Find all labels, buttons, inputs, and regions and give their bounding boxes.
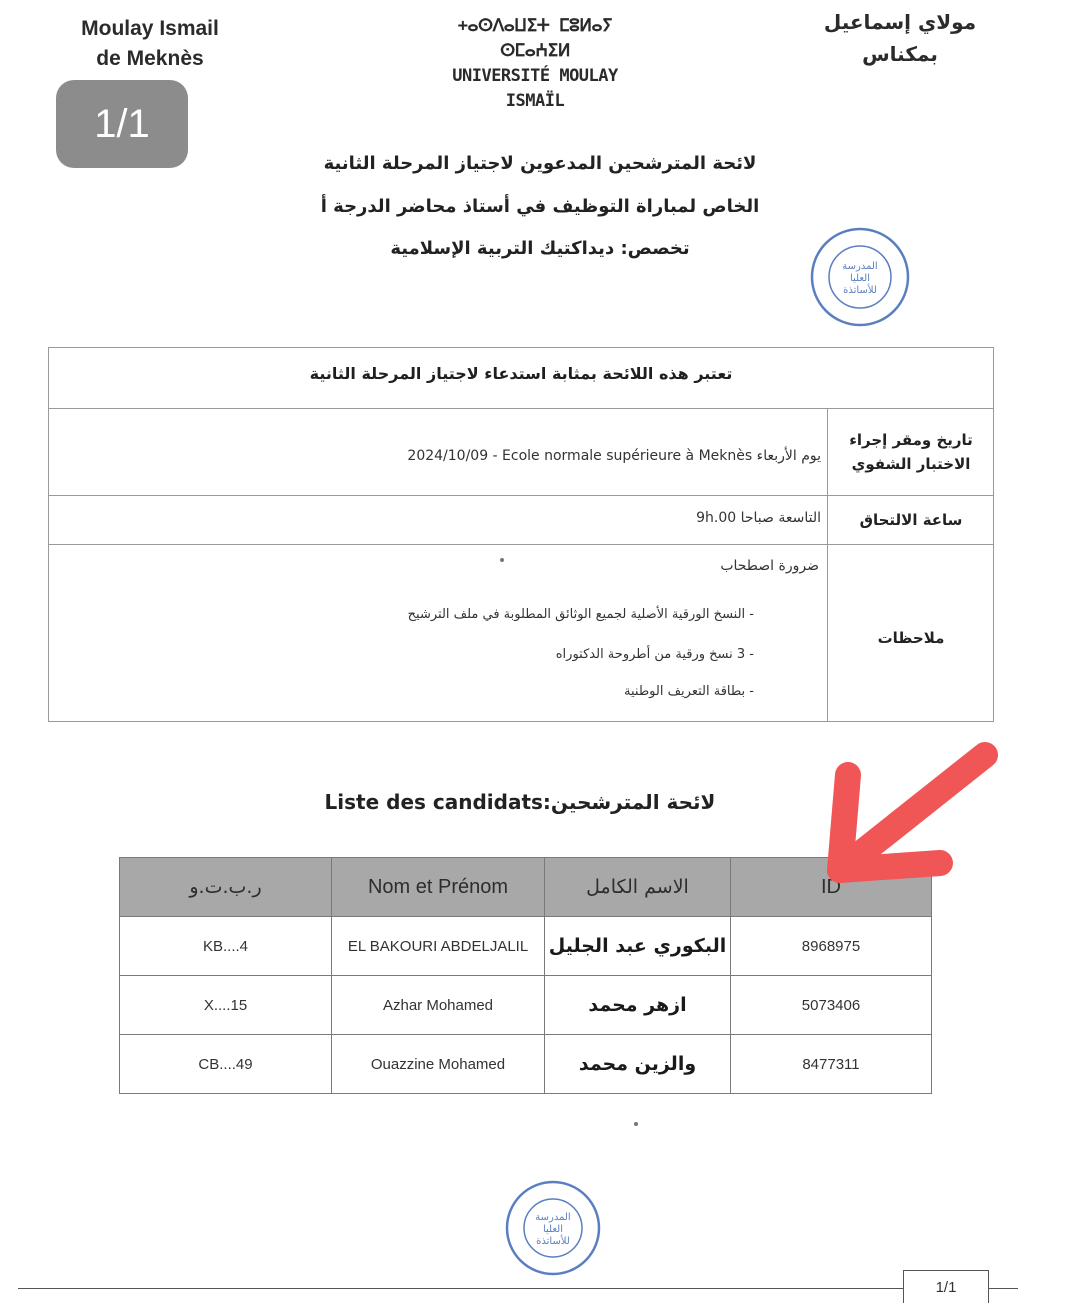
table-row bbox=[120, 917, 932, 976]
title-line-1: لائحة المترشحين المدعوين لاجتياز المرحلة الثانية bbox=[323, 153, 757, 174]
col-header-name-ar: الاسم الكامل bbox=[545, 858, 731, 917]
notes-item-3: - بطاقة التعريف الوطنية bbox=[624, 684, 754, 699]
cell-name-ar: البكوري عبد الجليل bbox=[545, 917, 731, 976]
title-line-3: تخصص: ديداكتيك التربية الإسلامية bbox=[390, 238, 690, 259]
cell-id: 8477311 bbox=[731, 1035, 932, 1094]
stray-dot-2 bbox=[634, 1122, 638, 1126]
header-right-line-2: بمكناس bbox=[862, 42, 938, 66]
info-value-time: التاسعة صباحا 9h.00 bbox=[696, 510, 821, 526]
col-header-cin: ر.ب.ت.و bbox=[120, 858, 332, 917]
cell-cin: KB....4 bbox=[120, 917, 332, 976]
info-label-time: ساعة الالتحاق bbox=[859, 511, 963, 529]
info-header: تعتبر هذه اللائحة بمثابة استدعاء لاجتياز المرحلة الثانية bbox=[309, 364, 733, 383]
header-center-line-2: UNIVERSITÉ MOULAY ISMAÏL bbox=[452, 66, 618, 111]
info-label-date: تاريخ ومقر إجراء الاختبار الشفوي bbox=[849, 431, 973, 473]
page-counter-badge: 1/1 bbox=[56, 80, 188, 168]
stamp-line-3: للأساتذة bbox=[843, 285, 877, 296]
red-arrow-icon bbox=[800, 735, 1010, 895]
info-value-date-ar: يوم الأربعاء bbox=[756, 448, 821, 464]
university-name-ar bbox=[800, 6, 1000, 70]
info-label-notes: ملاحظات bbox=[877, 629, 945, 647]
header-left-line-1: Moulay Ismail bbox=[81, 17, 219, 40]
col-header-name-fr: Nom et Prénom bbox=[332, 858, 545, 917]
stamp-line-2: العليا bbox=[849, 273, 871, 284]
cell-id: 5073406 bbox=[731, 976, 932, 1035]
cell-cin: X....15 bbox=[120, 976, 332, 1035]
footer-page-number: 1/1 bbox=[903, 1270, 989, 1303]
notes-item-1: - النسخ الورقية الأصلية لجميع الوثائق المطلوبة في ملف الترشيح bbox=[407, 607, 754, 622]
table-row bbox=[120, 976, 932, 1035]
info-value-date bbox=[289, 448, 821, 464]
cell-id: 8968975 bbox=[731, 917, 932, 976]
notes-intro: ضرورة اصطحاب bbox=[720, 558, 819, 574]
header-center-line-1: +ⴰⵙⴷⴰⵡⵉⵜ ⵎⵓⵍⴰⵢ ⵙⵎⴰⵄⵉⵍ bbox=[457, 16, 613, 61]
footer-rule bbox=[18, 1288, 1018, 1289]
stamp2-line-1: المدرسة bbox=[535, 1212, 571, 1223]
cell-name-ar: ازهر محمد bbox=[545, 976, 731, 1035]
col-header-id: ID bbox=[731, 858, 932, 917]
info-value-date-fr: 2024/10/09 - Ecole normale supérieure à Meknès bbox=[407, 448, 753, 464]
university-logo-text bbox=[420, 14, 650, 114]
stray-dot bbox=[500, 558, 504, 562]
cell-name-fr: Azhar Mohamed bbox=[332, 976, 545, 1035]
table-row bbox=[120, 1035, 932, 1094]
notes-item-2: - 3 نسخ ورقية من أطروحة الدكتوراه bbox=[555, 647, 754, 662]
cell-cin: CB....49 bbox=[120, 1035, 332, 1094]
stamp2-line-3: للأساتذة bbox=[536, 1236, 570, 1247]
header-right-line-1: مولاي إسماعيل bbox=[823, 10, 977, 34]
school-stamp-bottom-icon bbox=[503, 1178, 603, 1278]
stamp2-line-2: العليا bbox=[542, 1224, 564, 1235]
candidates-list-title: Liste des candidats:لائحة المترشحين bbox=[324, 790, 716, 814]
cell-name-fr: Ouazzine Mohamed bbox=[332, 1035, 545, 1094]
cell-name-ar: والزين محمد bbox=[545, 1035, 731, 1094]
header-left-line-2: de Meknès bbox=[96, 47, 204, 70]
school-stamp-icon bbox=[808, 225, 912, 329]
title-line-2: الخاص لمباراة التوظيف في أستاذ محاضر الدرجة أ bbox=[320, 196, 760, 217]
stamp-line-1: المدرسة bbox=[842, 261, 878, 272]
convocation-info-table bbox=[48, 347, 994, 722]
university-name-fr bbox=[40, 14, 260, 74]
cell-name-fr: EL BAKOURI ABDELJALIL bbox=[332, 917, 545, 976]
